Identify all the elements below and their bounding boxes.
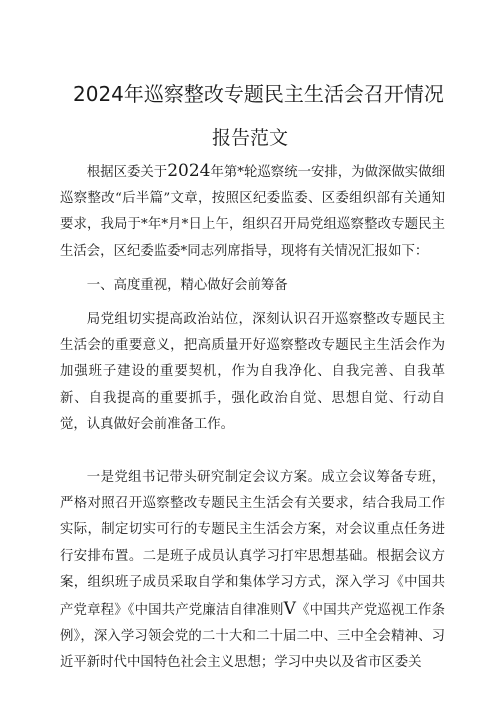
intro-year: 2024 — [167, 161, 211, 181]
intro-text-pre: 根据区委关于 — [86, 165, 168, 180]
paragraph-3-glyph: V — [283, 599, 296, 620]
intro-text-post: 年第*轮巡察统一安排，为做深做实做细巡察整改“后半篇”文章，按照区纪委监委、区委组织部有关通知要求，我局于*年*月*日上午，组织召开局党组巡察整改专题民主生活会，区纪委监委*同志列席指导，现将有关情况汇报如下： — [60, 165, 445, 259]
section-heading-1: 一、高度重视，精心做好会前筹备 — [86, 278, 288, 293]
paragraph-3-text-a: 一是党组书记带头研究制定会议方案。成立会议筹备专班，严格对照召开巡察整改专题民主生活会有关要求，结合我局工作实际，制定切实可行的专题民主生活会方案，对会议重点任务进行安排布置。二是班子成员认真学习打牢思想基础。根据会议方案，组织班子成员采取自学和集体学习方式，深入学习《中国共产党章程》《中国共产党廉洁自律准则 — [60, 470, 445, 619]
intro-paragraph — [60, 158, 445, 265]
paragraph-3-text-b: 《中国共产党巡视工作条例》，深入学习领会党的二十大和二十届二中、三中全会精神、习近平新时代中国特色社会主义思想；学习中央以及省市区委关 — [60, 603, 445, 671]
document-title: 2024年巡察整改专题民主生活会召开情况 — [73, 82, 444, 106]
document-subtitle: 报告范文 — [212, 127, 289, 149]
body-paragraph-2: 局党组切实提高政治站位，深刻认识召开巡察整改专题民主生活会的重要意义，把高质量开好巡察整改专题民主生活会作为加强班子建设的重要契机，作为自我净化、自我完善、自我革新、自我提高的重要抓手，强化政治自觉、思想自觉、行动自觉，认真做好会前准备工作。 — [60, 312, 445, 432]
body-paragraph-3 — [60, 465, 445, 677]
